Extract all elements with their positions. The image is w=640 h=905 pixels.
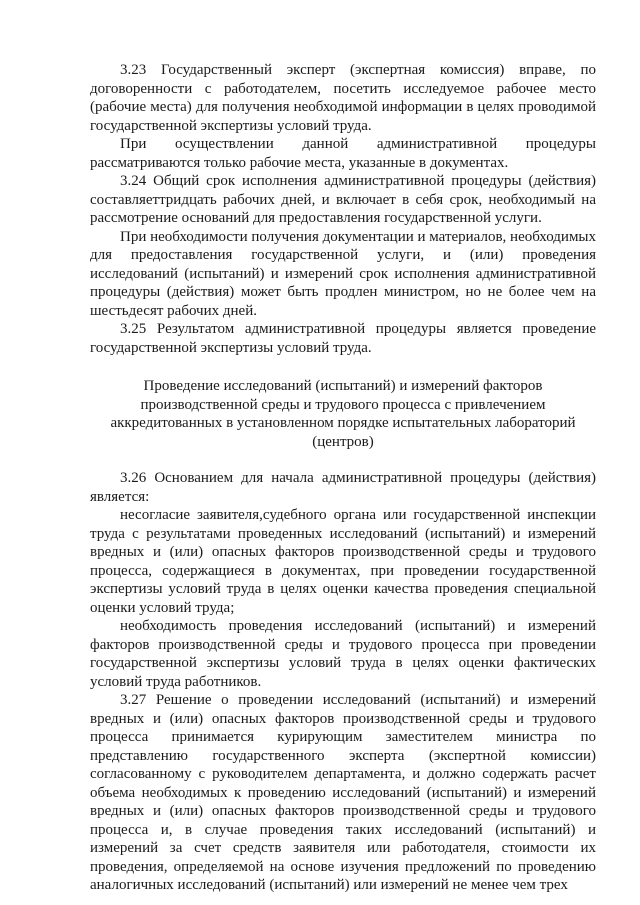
paragraph-3-23-note: При осуществлении данной административной процедуры рассматриваются только рабочие места, указанные в документах.: [90, 136, 596, 171]
paragraph-3-26: 3.26 Основанием для начала административной процедуры (действия) является:: [90, 470, 596, 505]
paragraph-3-24-extension: При необходимости получения документации и материалов, необходимых для предоставления государственной услуги, и (или) проведения исследований (испытаний) и измерений срок исполнения административной процедуры (действия) может быть продлен министром, но не более чем на шестьдесят рабочих дней.: [90, 228, 597, 319]
paragraph-3-23: 3.23 Государственный эксперт (экспертная комиссия) вправе, по договоренности с работодателем, посетить исследуемое рабочее место (рабочие места) для получения необходимой информации в целях проводимой государственной экспертизы условий труда.: [90, 62, 596, 134]
document-body: [90, 61, 596, 895]
paragraph-3-24: 3.24 Общий срок исполнения административной процедуры (действия) составляеттридцать рабочих дней, и включает в себя срок, необходимый на рассмотрение оснований для предоставления государственной услуги.: [90, 173, 596, 226]
paragraph-3-27: 3.27 Решение о проведении исследований (испытаний) и измерений вредных и (или) опасных факторов производственной среды и трудового процесса принимается курирующим заместителем министра по представлению государственного эксперта (экспертной комиссии) согласованному с руководителем департамента, и должно содержать расчет объема необходимых к проведению исследований (испытаний) и измерений вредных и (или) опасных факторов производственной среды и трудового процесса и, в случае проведения таких исследований (испытаний) и измерений за счет средств заявителя или работодателя, стоимости их проведения, определяемой на основе изучения предложений по проведению аналогичных исследований (испытаний) или измерений не менее чем трех: [90, 692, 596, 893]
section-heading: Проведение исследований (испытаний) и измерений факторов производственной среды и трудового процесса с привлечением аккредитованных в установленном порядке испытательных лабораторий (центров): [110, 378, 576, 450]
paragraph-3-26-item-1: несогласие заявителя,судебного органа или государственной инспекции труда с результатами проведенных исследований (испытаний) и измерений вредных и (или) опасных факторов производственной среды и трудового процесса, содержащиеся в документах, при проведении государственной экспертизы условий труда в целях оценки качества проведения специальной оценки условий труда;: [90, 507, 596, 616]
paragraph-3-26-item-2: необходимость проведения исследований (испытаний) и измерений факторов производственной среды и трудового процесса при проведении государственной экспертизы условий труда в целях оценки фактических условий труда работников.: [90, 618, 596, 690]
paragraph-3-25: 3.25 Результатом административной процедуры является проведение государственной экспертизы условий труда.: [90, 321, 596, 356]
